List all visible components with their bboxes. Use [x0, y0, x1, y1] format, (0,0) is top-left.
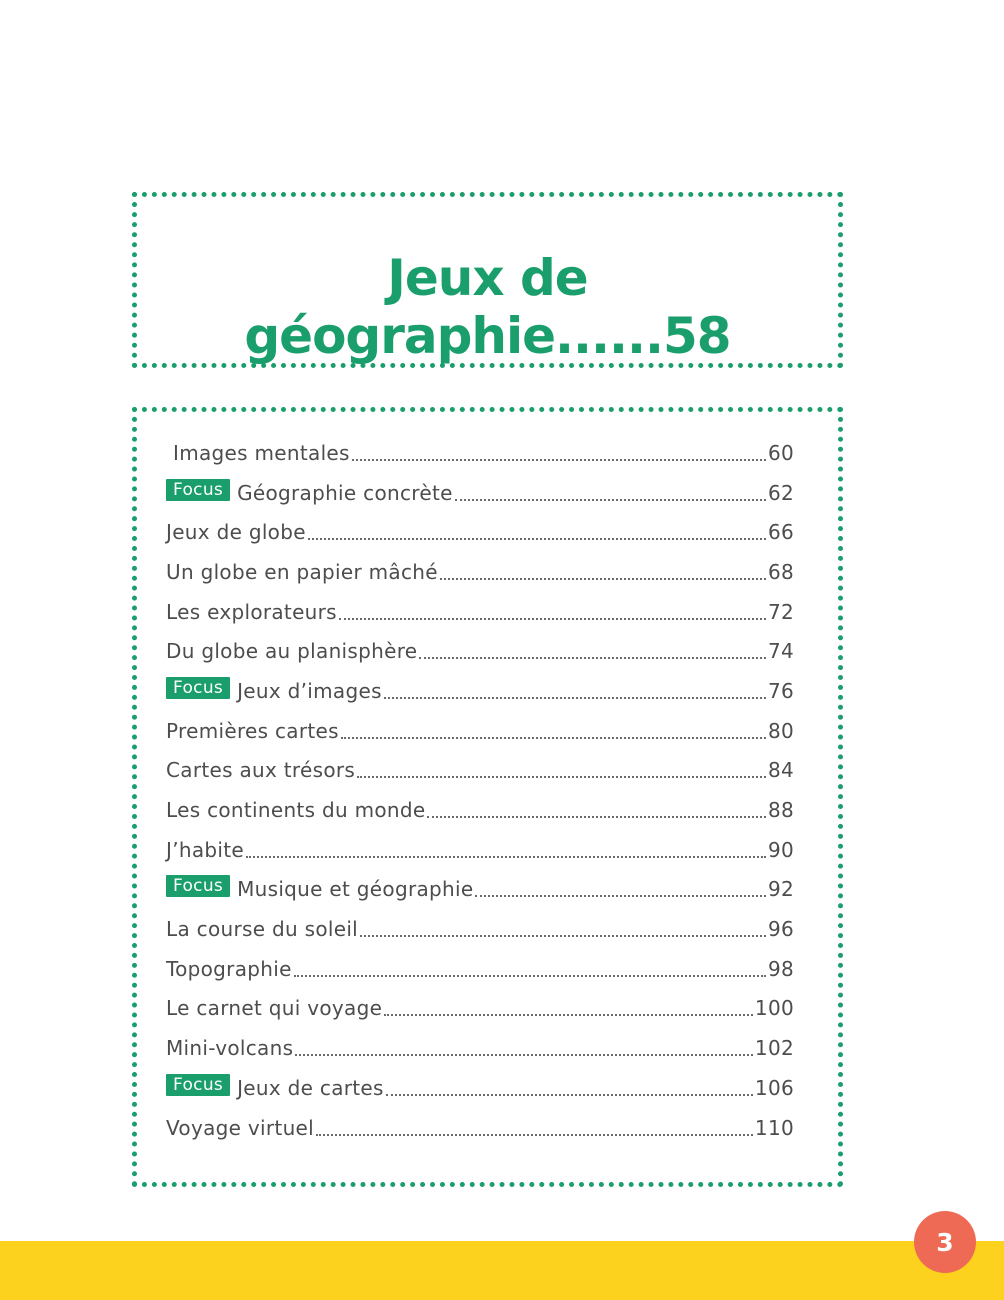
toc-entry-page: 98	[767, 956, 794, 981]
dot-leader	[384, 1014, 753, 1016]
toc-entry[interactable]	[166, 552, 794, 592]
toc-entry-page: 92	[767, 877, 794, 902]
toc-entry-title: Le carnet qui voyage	[166, 996, 383, 1021]
toc-entry[interactable]	[166, 711, 794, 751]
dot-leader	[455, 499, 766, 501]
toc-entry-page: 66	[767, 520, 794, 545]
toc-entry[interactable]	[166, 909, 794, 949]
toc-entry[interactable]	[166, 1028, 794, 1068]
dot-leader	[386, 1094, 753, 1096]
toc-entry-page: 88	[767, 798, 794, 823]
toc-entry-title: Jeux de cartes	[237, 1075, 384, 1100]
toc-entry-title: Les continents du monde	[166, 798, 426, 823]
toc-entry[interactable]	[166, 433, 794, 473]
toc-entry[interactable]	[166, 1108, 794, 1148]
dot-leader	[341, 737, 766, 739]
toc-entry-title: Mini-volcans	[166, 1036, 294, 1061]
toc-entry-page: 68	[767, 559, 794, 584]
toc-entry[interactable]	[166, 751, 794, 791]
toc-entry-title: Les explorateurs	[166, 599, 337, 624]
toc-entry-title: Jeux d’images	[237, 678, 382, 703]
toc-entry-page: 100	[754, 996, 794, 1021]
dot-leader	[357, 776, 766, 778]
toc-entry-page: 102	[754, 1036, 794, 1061]
toc-entry-page: 74	[767, 639, 794, 664]
dot-leader	[294, 975, 766, 977]
toc-entry[interactable]	[166, 1068, 794, 1108]
toc-entry[interactable]	[166, 949, 794, 989]
toc-entry[interactable]	[166, 592, 794, 632]
dot-leader	[339, 618, 766, 620]
toc-entry[interactable]	[166, 830, 794, 870]
dot-leader	[316, 1134, 753, 1136]
toc-entry-page: 76	[767, 678, 794, 703]
toc-entry[interactable]	[166, 671, 794, 711]
toc-entry-title: Jeux de globe	[166, 520, 306, 545]
toc-entry-page: 106	[754, 1075, 794, 1100]
section-title: Jeux de géographie......58	[244, 249, 731, 365]
dot-leader	[440, 578, 766, 580]
toc-entry-page: 110	[754, 1115, 794, 1140]
toc-entry[interactable]	[166, 631, 794, 671]
dot-leader	[360, 935, 766, 937]
toc-entry-page: 80	[767, 718, 794, 743]
footer-band	[0, 1241, 1004, 1300]
dot-leader	[352, 459, 766, 461]
toc-entry-title: Du globe au planisphère	[166, 639, 418, 664]
toc-entry[interactable]	[166, 989, 794, 1029]
toc-entry-title: J’habite	[166, 837, 244, 862]
toc-entry-page: 62	[767, 480, 794, 505]
title-frame	[132, 192, 843, 368]
toc-entry-title: Voyage virtuel	[166, 1115, 315, 1140]
toc-entry-title: Cartes aux trésors	[166, 758, 356, 783]
dot-leader	[308, 538, 766, 540]
toc-entry[interactable]	[166, 512, 794, 552]
focus-badge: Focus	[166, 479, 230, 501]
toc-entry-title: La course du soleil	[166, 917, 359, 942]
table-of-contents	[166, 433, 794, 1147]
dot-leader	[427, 816, 765, 818]
toc-entry-title: Topographie	[166, 956, 292, 981]
page-number-badge: 3	[914, 1211, 976, 1273]
toc-entry[interactable]	[166, 473, 794, 513]
toc-entry-page: 60	[767, 440, 794, 465]
toc-entry-title: Musique et géographie	[237, 877, 474, 902]
focus-badge: Focus	[166, 1074, 230, 1096]
toc-entry-page: 72	[767, 599, 794, 624]
focus-badge: Focus	[166, 875, 230, 897]
toc-entry-title: Un globe en papier mâché	[166, 559, 438, 584]
dot-leader	[419, 657, 766, 659]
toc-entry-page: 84	[767, 758, 794, 783]
dot-leader	[384, 697, 766, 699]
toc-entry-title: Images mentales	[173, 440, 350, 465]
toc-entry-title: Premières cartes	[166, 718, 339, 743]
dot-leader	[475, 895, 765, 897]
toc-entry-page: 90	[767, 837, 794, 862]
dot-leader	[295, 1054, 753, 1056]
toc-entry-page: 96	[767, 917, 794, 942]
toc-entry-title: Géographie concrète	[237, 480, 453, 505]
toc-entry[interactable]	[166, 870, 794, 910]
dot-leader	[246, 856, 766, 858]
focus-badge: Focus	[166, 677, 230, 699]
toc-entry[interactable]	[166, 790, 794, 830]
